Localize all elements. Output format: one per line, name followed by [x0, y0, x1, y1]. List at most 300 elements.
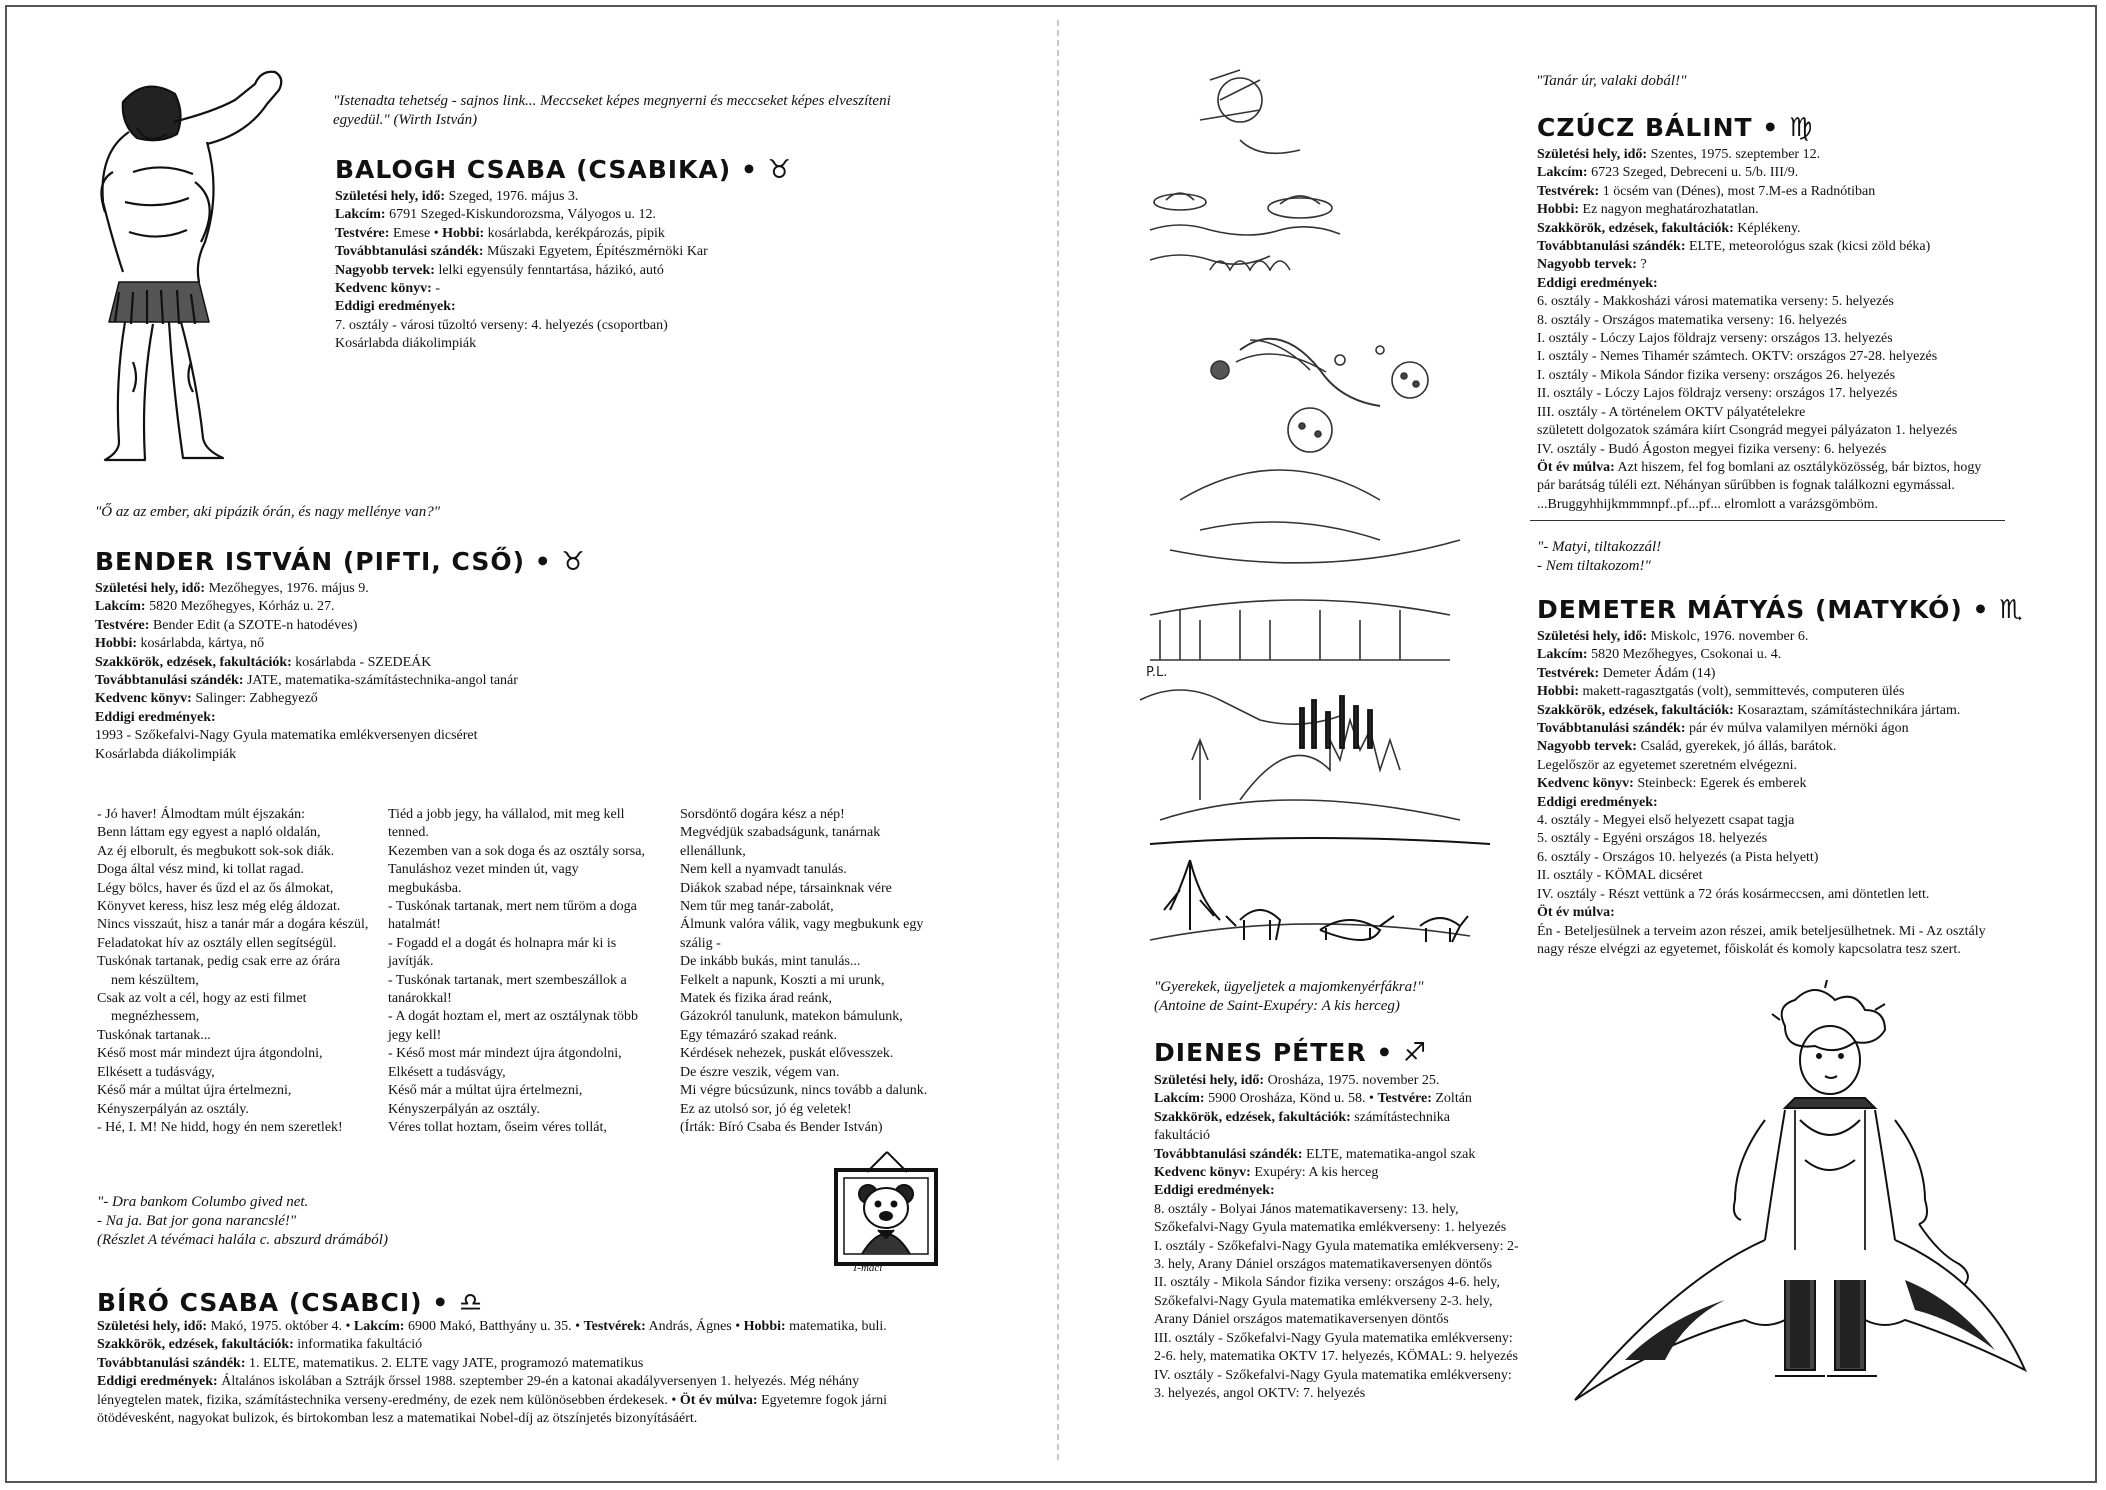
- info-line: [1154, 1348, 1534, 1366]
- sketch-doodles-illustration: [1140, 60, 1485, 950]
- info-line: [1537, 330, 2017, 348]
- bullet: •: [740, 155, 768, 184]
- info-value: Steinbeck: Egerek és emberek: [1633, 776, 1807, 792]
- info-label: Eddigi eredmények:: [1154, 1183, 1275, 1199]
- info-line: [95, 672, 715, 690]
- info-value: 4. osztály - Megyei első helyezett csapat tagja: [1537, 813, 1795, 829]
- info-line: [1537, 312, 2017, 330]
- info-line: [1537, 665, 2067, 683]
- poem-line: Egy témazáró szakad reánk.: [680, 1027, 838, 1043]
- info-value: Arany Dániel országos matematikaversenyen döntős: [1154, 1312, 1449, 1328]
- info-line: [1537, 220, 2017, 238]
- bullet: •: [1762, 113, 1789, 142]
- poem-line: javítják.: [388, 954, 434, 970]
- info-label: Szakkörök, edzések, fakultációk:: [1537, 702, 1734, 718]
- info-line: [335, 280, 895, 298]
- info-label: Hobbi:: [442, 225, 485, 241]
- balogh-name-heading: [335, 155, 792, 185]
- demeter-name: DEMETER MÁTYÁS (MATYKÓ): [1537, 595, 1963, 624]
- info-value: 6. osztály - Országos 10. helyezés (a Pista helyett): [1537, 849, 1819, 865]
- info-value: pár barátság túléli ezt. Néhányan sűrűbben is fognak találkozni egymással.: [1537, 478, 1955, 494]
- biro-info-line: Szakkörök, edzések, fakultációk: informatika fakultáció: [97, 1337, 423, 1353]
- info-line: [335, 206, 895, 224]
- info-line: [335, 335, 895, 353]
- info-value: JATE, matematika-számítástechnika-angol tanár: [243, 673, 518, 689]
- poem-line: Kényszerpályán az osztály.: [97, 1101, 249, 1117]
- demeter-info: [1537, 628, 2067, 959]
- poem-line: Sorsdöntő dogára kész a nép!: [680, 807, 845, 822]
- info-line: [335, 262, 895, 280]
- poem-line: Ez az utolsó sor, jó ég veletek!: [680, 1101, 852, 1117]
- info-line: [1537, 646, 2067, 664]
- info-line: [335, 298, 895, 316]
- info-line: [1154, 1090, 1534, 1108]
- info-value: ELTE, matematika-angol szak: [1302, 1146, 1476, 1162]
- poem-line: (Írták: Bíró Csaba és Bender István): [680, 1119, 883, 1135]
- sketch-initials: P.L.: [1146, 665, 1168, 680]
- info-line: [95, 617, 715, 635]
- info-line: [1537, 628, 2067, 646]
- info-value: 8. osztály - Bolyai János matematikaverseny: 13. hely,: [1154, 1201, 1459, 1217]
- info-line: [1154, 1274, 1534, 1292]
- poem-line: Légy bölcs, haver és űzd el az ős álmokat,: [97, 880, 334, 896]
- info-line: [335, 317, 895, 335]
- bullet: •: [432, 1288, 459, 1317]
- info-label: Szakkörök, edzések, fakultációk:: [95, 654, 292, 670]
- poem-line: Véres tollat hoztam, őseim véres tollát,: [388, 1119, 607, 1135]
- poem-line: jegy kell!: [388, 1027, 442, 1043]
- info-label: Testvére:: [95, 617, 150, 633]
- balogh-quote: "Istenadta tehetség - sajnos link... Meccseket képes megnyerni és meccseket képes elveszíteni egyedül." (Wirth István): [333, 93, 891, 128]
- info-value: Emese •: [389, 225, 443, 241]
- info-label: Születési hely, idő:: [1537, 147, 1648, 162]
- info-value: Salinger: Zabhegyező: [191, 691, 318, 707]
- balogh-name: BALOGH CSABA (CSABIKA): [335, 155, 732, 184]
- info-line: [1154, 1201, 1534, 1219]
- info-line: [95, 654, 715, 672]
- zodiac-sagittarius-icon: ♐: [1403, 1038, 1428, 1068]
- poem-line: Késő már a múltat újra értelmezni,: [97, 1083, 292, 1099]
- poem-line: - Hé, I. M! Ne hidd, hogy én nem szeretlek!: [97, 1119, 343, 1135]
- poem-line: hatalmát!: [388, 917, 441, 933]
- info-value: kosárlabda, kártya, nő: [137, 636, 265, 652]
- info-line: [1537, 459, 2017, 477]
- info-line: [1154, 1109, 1534, 1127]
- info-value: Demeter Ádám (14): [1599, 665, 1716, 681]
- strongman-illustration: [95, 62, 310, 467]
- info-label: Nagyobb tervek:: [1537, 739, 1637, 755]
- dienes-quote-line: (Antoine de Saint-Exupéry: A kis herceg): [1154, 998, 1400, 1014]
- biro-quote-line: - Na ja. Bat jor gona narancslé!": [97, 1213, 297, 1229]
- info-value: ELTE, meteorológus szak (kicsi zöld béka): [1685, 239, 1931, 255]
- biro-info: [97, 1318, 997, 1428]
- bender-name-heading: [95, 547, 586, 577]
- zodiac-taurus-icon: ♉: [561, 547, 586, 577]
- info-line: [1537, 348, 2017, 366]
- poem-line: Elkésett a tudásvágy,: [97, 1064, 215, 1080]
- info-value: III. osztály - Szőkefalvi-Nagy Gyula matematika emlékverseny:: [1154, 1330, 1513, 1346]
- poem-line: Matek és fizika árad reánk,: [680, 991, 832, 1007]
- biro-info-line: ötödévesként, nagyokat bulizok, és birtokomban lesz a matematikai Nobel-díj az ötszínjetés bizonyításáért.: [97, 1411, 698, 1427]
- info-line: [1537, 477, 2017, 495]
- info-label: Eddigi eredmények:: [1537, 275, 1658, 291]
- info-line: [1537, 183, 2017, 201]
- poem-line: Csak az volt a cél, hogy az esti filmet: [97, 991, 307, 1007]
- info-line: [1537, 849, 2067, 867]
- info-value: IV. osztály - Szőkefalvi-Nagy Gyula matematika emlékverseny:: [1154, 1367, 1512, 1383]
- poem-line: Mi végre búcsúzunk, nincs tovább a dalunk.: [680, 1083, 928, 1099]
- info-value: III. osztály - A történelem OKTV pályatételekre: [1537, 404, 1806, 420]
- info-line: [95, 709, 715, 727]
- poem-line: Nem tűr meg tanár-zabolát,: [680, 899, 834, 915]
- info-line: [1154, 1311, 1534, 1329]
- info-label: Testvérek:: [1537, 183, 1600, 199]
- poem-line: Kényszerpályán az osztály.: [388, 1101, 540, 1117]
- info-line: [1537, 886, 2067, 904]
- poem-line: Nem kell a nyamvadt tanulás.: [680, 862, 847, 878]
- demeter-quote-line: "- Matyi, tiltakozzál!: [1537, 539, 1662, 555]
- info-label: Testvére:: [335, 225, 390, 241]
- info-line: [1537, 293, 2017, 311]
- poem-line: Megvédjük szabadságunk, tanárnak: [680, 825, 881, 841]
- czucz-info: [1537, 146, 2017, 514]
- info-line: [1154, 1385, 1534, 1403]
- info-value: 6723 Szeged, Debreceni u. 5/b. III/9.: [1587, 165, 1799, 181]
- info-line: [1154, 1256, 1534, 1274]
- info-value: 6. osztály - Makkosházi városi matematika verseny: 5. helyezés: [1537, 294, 1894, 310]
- poem-line: Felkelt a napunk, Koszti a mi urunk,: [680, 972, 885, 988]
- info-value: 5820 Mezőhegyes, Csokonai u. 4.: [1587, 647, 1782, 663]
- czucz-quote: "Tanár úr, valaki dobál!": [1536, 73, 1687, 89]
- info-line: [1537, 738, 2067, 756]
- info-label: Kedvenc könyv:: [335, 281, 432, 297]
- info-value: 5820 Mezőhegyes, Kórház u. 27.: [145, 599, 335, 615]
- info-label: Nagyobb tervek:: [1537, 257, 1637, 273]
- bender-info: [95, 580, 715, 764]
- info-label: Öt év múlva:: [1537, 459, 1615, 475]
- info-value: I. osztály - Mikola Sándor fizika verseny: országos 26. helyezés: [1537, 367, 1896, 383]
- teddy-caption: T-maci: [852, 1262, 883, 1274]
- info-value: I. osztály - Lóczy Lajos földrajz verseny: országos 13. helyezés: [1537, 331, 1893, 347]
- poem-line: tanárokkal!: [388, 991, 452, 1007]
- bender-name: BENDER ISTVÁN (PIFTI, CSŐ): [95, 547, 526, 576]
- demeter-quote-line: - Nem tiltakozom!": [1537, 558, 1651, 574]
- info-line: [1537, 757, 2067, 775]
- info-value: lelki egyensúly fenntartása, házikó, autó: [434, 262, 664, 278]
- info-line: [1537, 404, 2017, 422]
- poem-line: Tiéd a jobb jegy, ha vállalod, mit meg kell: [388, 807, 625, 822]
- dienes-name: DIENES PÉTER: [1154, 1038, 1367, 1067]
- poem-line: megnézhessem,: [97, 1009, 200, 1025]
- info-value: ?: [1636, 257, 1647, 273]
- info-label: Testvérek:: [1537, 665, 1600, 681]
- info-label: Lakcím:: [1537, 165, 1588, 181]
- teddy-bear-picture: [832, 1150, 942, 1270]
- info-line: [95, 690, 715, 708]
- info-value: I. osztály - Nemes Tihamér számtech. OKTV: országos 27-28. helyezés: [1537, 349, 1938, 365]
- czucz-name-heading: [1537, 113, 1813, 143]
- poem-line: Kezemben van a sok doga és az osztály sorsa,: [388, 843, 645, 859]
- info-label: Születési hely, idő:: [1154, 1073, 1265, 1088]
- poem-line: - A dogát hoztam el, mert az osztálynak több: [388, 1009, 638, 1025]
- info-label: Lakcím:: [95, 599, 146, 615]
- bullet: •: [1376, 1038, 1404, 1067]
- poem-line: Doga által vész mind, ki tollat ragad.: [97, 862, 304, 878]
- poem-column-2: [388, 806, 678, 1137]
- info-label: Születési hely, idő:: [335, 189, 446, 204]
- biro-info-line: Továbbtanulási szándék: 1. ELTE, matematikus. 2. ELTE vagy JATE, programozó matematikus: [97, 1355, 644, 1371]
- zodiac-libra-icon: ♎: [458, 1288, 484, 1318]
- info-value: Szőkefalvi-Nagy Gyula matematika emlékverseny 2-3. hely,: [1154, 1293, 1493, 1309]
- info-value: IV. osztály - Részt vettünk a 72 órás kosármeccsen, ami döntetlen lett.: [1537, 886, 1930, 902]
- info-line: [1537, 812, 2067, 830]
- info-value: 5. osztály - Egyéni országos 18. helyezés: [1537, 831, 1768, 847]
- poem-line: Kérdések nehezek, puskát elővesszek.: [680, 1046, 894, 1062]
- info-value: 8. osztály - Országos matematika verseny: 16. helyezés: [1537, 312, 1847, 328]
- info-label: Szakkörök, edzések, fakultációk:: [1537, 220, 1734, 236]
- info-line: [1537, 238, 2017, 256]
- little-prince-illustration: [1565, 980, 2035, 1420]
- info-value: Képlékeny.: [1733, 220, 1801, 236]
- info-value: Azt hiszem, fel fog bomlani az osztályközösség, bár biztos, hogy: [1614, 459, 1982, 475]
- info-line: [1154, 1146, 1534, 1164]
- info-line: [1154, 1182, 1534, 1200]
- info-value: fakultáció: [1154, 1128, 1210, 1144]
- info-value: ...Bruggyhhijkmmmnpf..pf...pf... elromlott a varázsgömböm.: [1537, 496, 1879, 512]
- poem-line: Tuskónak tartanak, pedig csak erre az órára: [97, 954, 341, 970]
- info-line: [1537, 164, 2017, 182]
- poem-line: Késő már a múltat újra értelmezni,: [388, 1083, 583, 1099]
- info-line: [1154, 1238, 1534, 1256]
- info-line: [1537, 775, 2067, 793]
- info-value: Exupéry: A kis herceg: [1250, 1165, 1379, 1181]
- biro-quote-line: (Részlet A tévémaci halála c. abszurd drámából): [97, 1232, 388, 1248]
- bullet: •: [534, 547, 562, 576]
- dienes-quote-line: "Gyerekek, ügyeljetek a majomkenyérfákra!": [1154, 979, 1424, 995]
- biro-info-line: lényegtelen matek, fizika, számítástechnika verseny-eredmény, de ezek nem különösebben érdekesek. • Öt év múlva: Egyetemre fogok járni: [97, 1392, 888, 1408]
- info-line: [1537, 923, 2067, 941]
- info-value: II. osztály - Mikola Sándor fizika verseny: országos 4-6. hely,: [1154, 1275, 1500, 1291]
- info-label: Kedvenc könyv:: [1154, 1165, 1251, 1181]
- info-line: [1154, 1127, 1534, 1145]
- poem-line: Az éj elborult, és megbukott sok-sok diák.: [97, 843, 335, 859]
- poem-line: Benn láttam egy egyest a napló oldalán,: [97, 825, 321, 841]
- info-value: Szőkefalvi-Nagy Gyula matematika emlékverseny: 1. helyezés: [1154, 1220, 1507, 1236]
- info-label: Továbbtanulási szándék:: [1154, 1146, 1303, 1162]
- info-value: kosárlabda, kerékpározás, pipik: [484, 225, 665, 241]
- info-line: [335, 243, 895, 261]
- poem-line: - Késő most már mindezt újra átgondolni,: [388, 1046, 622, 1062]
- section-divider: [1530, 520, 2005, 521]
- info-line: [1537, 830, 2067, 848]
- info-value: Mezőhegyes, 1976. május 9.: [205, 581, 369, 596]
- info-line: [1537, 422, 2017, 440]
- info-line: [335, 188, 895, 206]
- info-line: [1154, 1367, 1534, 1385]
- info-line: [1154, 1219, 1534, 1237]
- info-value: 3. hely, Arany Dániel országos matematikaversenyen döntős: [1154, 1257, 1493, 1273]
- info-value: Kosárlabda diákolimpiák: [95, 746, 237, 762]
- poem-line: - Fogadd el a dogát és holnapra már ki is: [388, 935, 617, 951]
- info-line: [1537, 385, 2017, 403]
- info-label: Születési hely, idő:: [1537, 629, 1648, 644]
- poem-line: Tuskónak tartanak...: [97, 1027, 211, 1043]
- info-value: 7. osztály - városi tűzoltó verseny: 4. helyezés (csoportban): [335, 317, 668, 333]
- poem-line: szálig -: [680, 935, 721, 951]
- info-label: Továbbtanulási szándék:: [1537, 239, 1686, 255]
- info-value: Kosárlabda diákolimpiák: [335, 336, 477, 352]
- info-value: Szentes, 1975. szeptember 12.: [1647, 147, 1821, 162]
- poem-line: Késő most már mindezt újra átgondolni,: [97, 1046, 323, 1062]
- zodiac-scorpio-icon: ♏: [1999, 595, 2024, 625]
- info-label: Szakkörök, edzések, fakultációk:: [1154, 1109, 1351, 1125]
- info-value: kosárlabda - SZEDEÁK: [291, 654, 432, 670]
- poem-line: Elkésett a tudásvágy,: [388, 1064, 506, 1080]
- poem-line: - Tuskónak tartanak, mert szembeszállok a: [388, 972, 627, 988]
- info-label: Eddigi eredmények:: [95, 709, 216, 725]
- info-value: számítástechnika: [1350, 1109, 1450, 1125]
- info-line: [1154, 1293, 1534, 1311]
- zodiac-taurus-icon: ♉: [767, 155, 792, 185]
- info-value: Zoltán: [1431, 1091, 1472, 1107]
- info-line: [1537, 496, 2017, 514]
- info-line: [1537, 683, 2067, 701]
- info-line: [1154, 1164, 1534, 1182]
- info-value: Család, gyerekek, jó állás, barátok.: [1636, 739, 1837, 755]
- poem-line: Álmunk valóra válik, vagy megbukunk egy: [680, 917, 924, 933]
- info-line: [1537, 275, 2017, 293]
- balogh-info: [335, 188, 895, 354]
- info-value: Kosaraztam, számítástechnikára jártam.: [1733, 702, 1961, 718]
- info-label: Továbbtanulási szándék:: [1537, 721, 1686, 737]
- biro-quote: [97, 1193, 557, 1250]
- info-label: Testvére:: [1377, 1091, 1432, 1107]
- poem-line: nem készültem,: [97, 972, 199, 988]
- info-label: Kedvenc könyv:: [95, 691, 192, 707]
- page-fold: [1057, 20, 1059, 1460]
- info-line: [1537, 441, 2017, 459]
- info-line: [1537, 146, 2017, 164]
- info-line: [1537, 904, 2067, 922]
- info-value: 2-6. hely, matematika OKTV 17. helyezés, KÖMAL: 9. helyezés: [1154, 1349, 1518, 1365]
- info-value: Én - Beteljesülnek a terveim azon részei, amik beteljesülhetnek. Mi - Az osztály: [1537, 923, 1986, 939]
- czucz-name: CZÚCZ BÁLINT: [1537, 113, 1753, 142]
- info-value: I. osztály - Szőkefalvi-Nagy Gyula matematika emlékverseny: 2-: [1154, 1238, 1519, 1254]
- biro-quote-line: "- Dra bankom Columbo gived net.: [97, 1194, 309, 1210]
- info-value: Szeged, 1976. május 3.: [445, 189, 579, 204]
- biro-info-line: Születési hely, idő: Makó, 1975. október 4. • Lakcím: 6900 Makó, Batthyány u. 35. • Testvérek: András, Ágnes • Hobbi: matematika, buli.: [97, 1319, 887, 1334]
- info-line: [1537, 941, 2067, 959]
- info-line: [1537, 702, 2067, 720]
- poem-column-1: [97, 806, 377, 1137]
- info-value: II. osztály - Lóczy Lajos földrajz verseny: országos 17. helyezés: [1537, 386, 1898, 402]
- baobab-animals-illustration: [1150, 830, 1490, 970]
- info-value: 6791 Szeged-Kiskundorozsma, Vályogos u. 12.: [385, 207, 656, 223]
- info-value: nagy része elvégzi az egyetemet, főiskolát és komoly kapcsolatra tesz szert.: [1537, 941, 1961, 957]
- info-label: Öt év múlva:: [1537, 905, 1615, 921]
- bullet: •: [1972, 595, 2000, 624]
- poem-line: ellenállunk,: [680, 843, 746, 859]
- demeter-name-heading: [1537, 595, 2024, 625]
- info-label: Hobbi:: [1537, 684, 1580, 700]
- info-value: 3. helyezés, angol OKTV: 7. helyezés: [1154, 1385, 1366, 1401]
- info-value: Bender Edit (a SZOTE-n hatodéves): [149, 617, 358, 633]
- info-label: Hobbi:: [1537, 202, 1580, 218]
- poem-line: Diákok szabad népe, társainknak vére: [680, 880, 892, 896]
- info-label: Eddigi eredmények:: [1537, 794, 1658, 810]
- info-label: Lakcím:: [335, 207, 386, 223]
- poem-column-3: [680, 806, 970, 1137]
- biro-name: BÍRÓ CSABA (CSABCI): [97, 1288, 423, 1317]
- demeter-quote: [1537, 538, 1837, 576]
- info-value: Műszaki Egyetem, Építészmérnöki Kar: [483, 244, 708, 260]
- info-line: [1537, 720, 2067, 738]
- poem-line: De inkább bukás, mint tanulás...: [680, 954, 861, 970]
- info-value: Miskolc, 1976. november 6.: [1647, 629, 1809, 644]
- poem-line: De észre veszik, végem van.: [680, 1064, 840, 1080]
- info-line: [1154, 1072, 1534, 1090]
- info-label: Eddigi eredmények:: [335, 299, 456, 315]
- info-line: [335, 225, 895, 243]
- info-value: makett-ragasztgatás (volt), semmittevés, computeren ülés: [1579, 684, 1905, 700]
- zodiac-virgo-icon: ♍: [1788, 113, 1814, 143]
- poem-line: megbukásba.: [388, 880, 462, 896]
- poem-line: Tanuláshoz vezet minden út, vagy: [388, 862, 579, 878]
- info-line: [1537, 867, 2067, 885]
- info-value: IV. osztály - Budó Ágoston megyei fizika verseny: 6. helyezés: [1537, 441, 1887, 457]
- info-value: -: [431, 281, 441, 297]
- info-line: [95, 598, 715, 616]
- poem-line: - Jó haver! Álmodtam múlt éjszakán:: [97, 807, 305, 822]
- biro-name-heading: [97, 1288, 483, 1318]
- info-value: 5900 Orosháza, Könd u. 58. •: [1204, 1091, 1378, 1107]
- poem-line: Feladatokat hív az osztály ellen segítségül.: [97, 935, 337, 951]
- info-value: Legelőször az egyetemet szeretném elvégezni.: [1537, 757, 1798, 773]
- info-line: [1537, 794, 2067, 812]
- info-label: Hobbi:: [95, 636, 138, 652]
- info-value: pár év múlva valamilyen mérnöki ágon: [1685, 721, 1909, 737]
- info-label: Lakcím:: [1154, 1091, 1205, 1107]
- info-line: [95, 727, 715, 745]
- info-value: II. osztály - KÖMAL dicséret: [1537, 868, 1703, 884]
- poem-line: tenned.: [388, 825, 429, 841]
- info-value: Orosháza, 1975. november 25.: [1264, 1073, 1440, 1088]
- info-line: [1537, 201, 2017, 219]
- info-line: [1537, 367, 2017, 385]
- info-label: Továbbtanulási szándék:: [335, 244, 484, 260]
- info-value: 1 öcsém van (Dénes), most 7.M-es a Radnótiban: [1599, 183, 1876, 199]
- info-value: Ez nagyon meghatározhatatlan.: [1579, 202, 1759, 218]
- info-value: született dolgozatok számára kiírt Csongrád megyei pályázaton 1. helyezés: [1537, 423, 1958, 439]
- info-line: [95, 635, 715, 653]
- bender-quote: "Ő az az ember, aki pipázik órán, és nagy mellénye van?": [95, 504, 441, 520]
- info-label: Kedvenc könyv:: [1537, 776, 1634, 792]
- info-label: Lakcím:: [1537, 647, 1588, 663]
- info-line: [1537, 256, 2017, 274]
- poem-line: - Tuskónak tartanak, mert nem tűröm a doga: [388, 899, 637, 915]
- info-label: Továbbtanulási szándék:: [95, 673, 244, 689]
- poem-line: Könyvet keress, hisz lesz még elég áldozat.: [97, 899, 341, 915]
- info-line: [95, 580, 715, 598]
- poem-line: Nincs visszaút, hisz a tanár már a dogára készül,: [97, 917, 369, 933]
- info-label: Nagyobb tervek:: [335, 262, 435, 278]
- dienes-quote: [1154, 978, 1574, 1016]
- dienes-info: [1154, 1072, 1534, 1403]
- poem-line: Gázokról tanulunk, matekon bámulunk,: [680, 1009, 903, 1025]
- biro-info-line: Eddigi eredmények: Általános iskolában a Sztrájk őrssel 1988. szeptember 29-én a katonai akadályversenyen 1. helyezés. Még néhány: [97, 1374, 860, 1390]
- dienes-name-heading: [1154, 1038, 1427, 1068]
- info-line: [95, 746, 715, 764]
